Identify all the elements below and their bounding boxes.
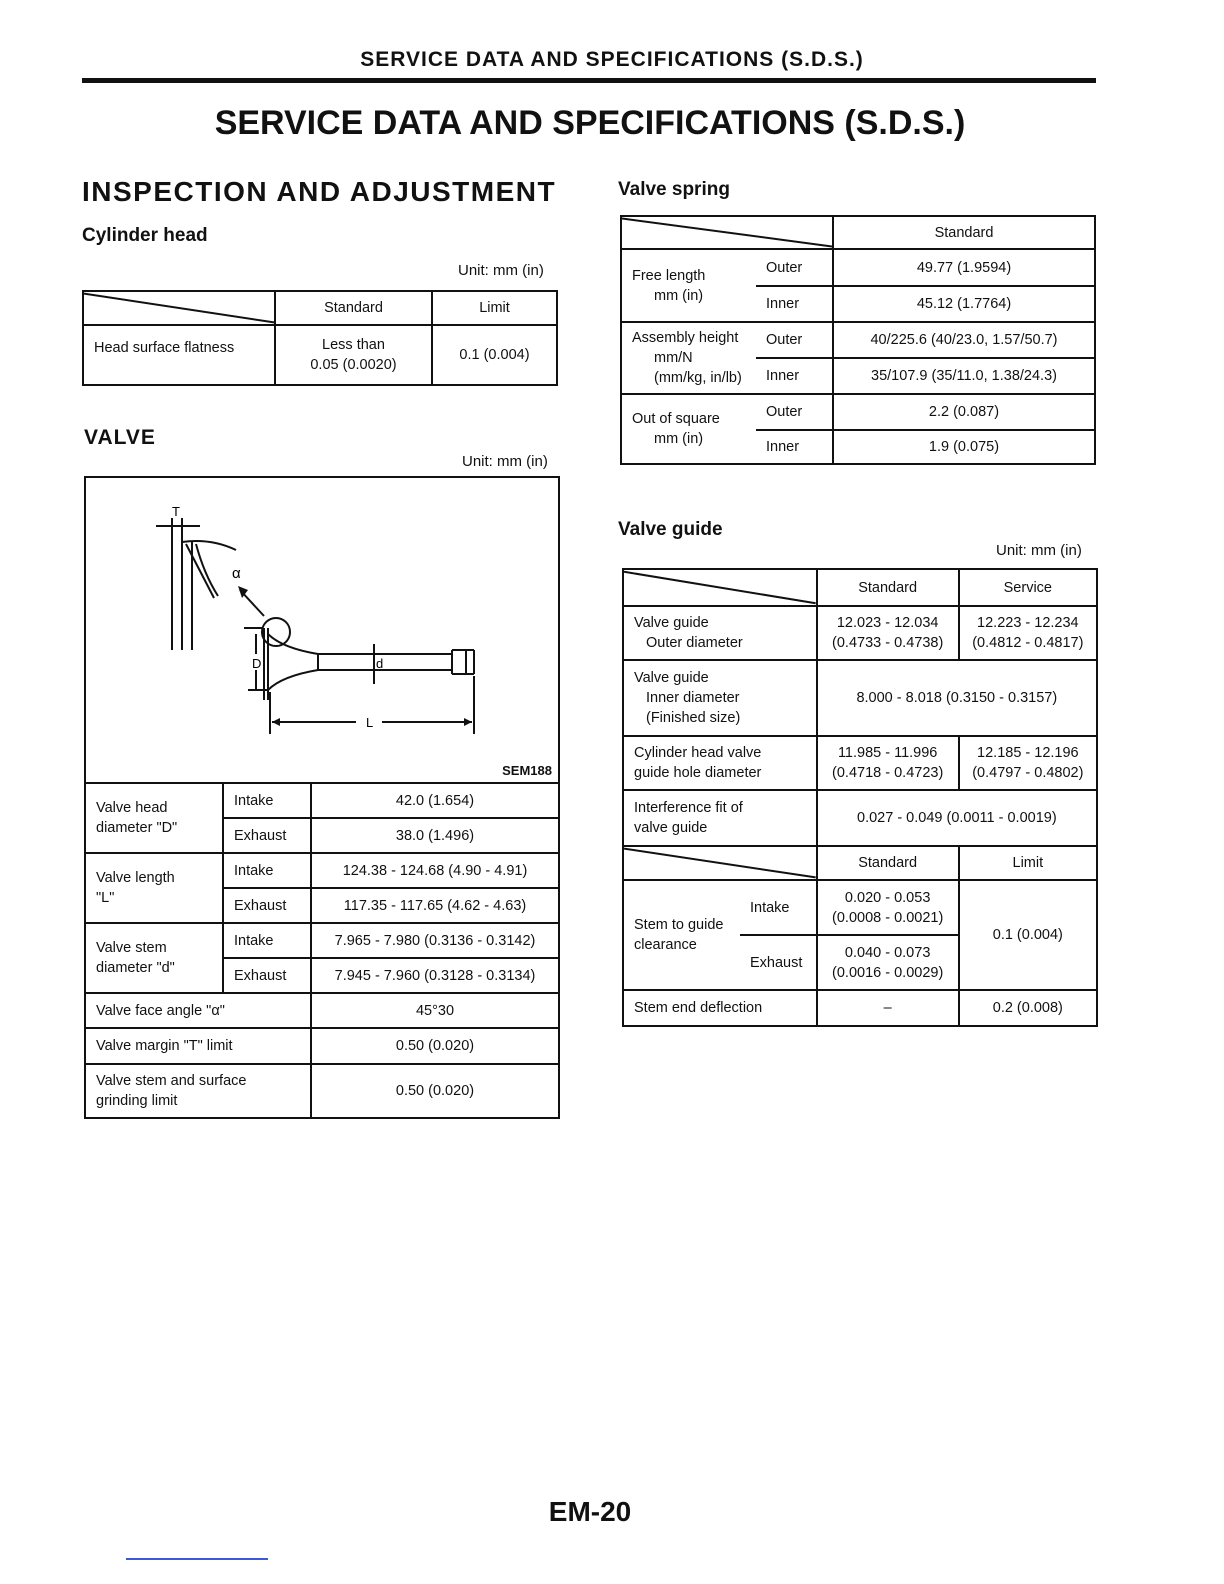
free-length-label (621, 249, 756, 322)
valve-guide-table (622, 568, 1098, 1027)
out-of-square-inner: 1.9 (0.075) (833, 430, 1095, 464)
assembly-height-label (621, 322, 756, 394)
inner-label: Inner (756, 430, 833, 464)
valve-head-label-1: Valve head (96, 800, 168, 816)
hole-diameter-label-2: guide hole diameter (634, 765, 762, 781)
col-standard: Standard (275, 291, 432, 325)
assembly-height-outer: 40/225.6 (40/23.0, 1.57/50.7) (833, 322, 1095, 358)
col-limit: Limit (959, 846, 1097, 880)
deflection-limit: 0.2 (0.008) (959, 990, 1097, 1026)
limit-cell: 0.1 (0.004) (432, 325, 557, 385)
valve-stem-label-2: diameter "d" (96, 960, 175, 976)
row-label: Head surface flatness (83, 325, 275, 385)
hole-diameter-label-1: Cylinder head valve (634, 745, 762, 761)
inner-label: Inner (756, 286, 833, 322)
col-standard: Standard (833, 216, 1095, 249)
exhaust-label: Exhaust (223, 818, 311, 853)
exhaust-label: Exhaust (223, 888, 311, 923)
outer-diameter-label-1: Valve guide (634, 615, 709, 631)
free-length-label-1: Free length (632, 267, 706, 284)
clearance-exhaust-2: (0.0016 - 0.0029) (832, 964, 944, 981)
hole-diameter-standard-1: 11.985 - 11.996 (837, 745, 938, 761)
valve-stem-exhaust: 7.945 - 7.960 (0.3128 - 0.3134) (311, 958, 559, 993)
clearance-intake-1: 0.020 - 0.053 (844, 889, 931, 906)
hole-diameter-label (623, 736, 817, 790)
out-of-square-label-2: mm (in) (654, 431, 704, 447)
diagonal-header-cell (621, 216, 833, 249)
valve-stem-intake: 7.965 - 7.980 (0.3136 - 0.3142) (311, 923, 559, 958)
cylinder-head-heading: Cylinder head (82, 225, 208, 246)
out-of-square-outer: 2.2 (0.087) (833, 394, 1095, 430)
col-standard: Standard (817, 569, 959, 606)
valve-head-label (85, 783, 223, 853)
label-D: D (252, 656, 262, 671)
cylinder-head-unit: Unit: mm (in) (458, 262, 544, 279)
valve-grind-label-1: Valve stem and surface (96, 1073, 247, 1089)
valve-guide-heading: Valve guide (618, 519, 723, 540)
interference-fit-value: 0.027 - 0.049 (0.0011 - 0.0019) (817, 790, 1097, 846)
label-T: T (172, 504, 180, 519)
outer-diameter-service (959, 606, 1097, 660)
diagonal-header-cell (83, 291, 275, 325)
outer-diameter-standard-2: (0.4733 - 0.4738) (832, 635, 944, 651)
clearance-label (623, 880, 740, 990)
outer-diameter-standard (817, 606, 959, 660)
header-rule (82, 78, 1096, 83)
exhaust-label: Exhaust (223, 958, 311, 993)
valve-unit: Unit: mm (in) (462, 453, 548, 470)
out-of-square-label (621, 394, 756, 464)
label-alpha: α (232, 565, 241, 582)
diagonal-header-cell (623, 846, 817, 880)
clearance-exhaust-1: 0.040 - 0.073 (844, 944, 931, 961)
interference-fit-label-1: Interference fit of (634, 800, 743, 816)
col-standard: Standard (817, 846, 959, 880)
hole-diameter-service-2: (0.4797 - 0.4802) (972, 765, 1084, 781)
hole-diameter-service-1: 12.185 - 12.196 (977, 745, 1079, 761)
label-d: d (376, 656, 384, 671)
section-heading: INSPECTION AND ADJUSTMENT (82, 176, 557, 207)
outer-diameter-label (623, 606, 817, 660)
valve-face-value: 45°30 (311, 993, 559, 1028)
inner-diameter-label-2: Inner diameter (646, 690, 740, 706)
deflection-label: Stem end deflection (623, 990, 817, 1026)
outer-diameter-service-2: (0.4812 - 0.4817) (972, 635, 1084, 651)
valve-margin-label: Valve margin "T" limit (85, 1028, 311, 1064)
free-length-inner: 45.12 (1.7764) (833, 286, 1095, 322)
intake-label: Intake (223, 853, 311, 888)
col-service: Service (959, 569, 1097, 606)
outer-label: Outer (756, 394, 833, 430)
clearance-label-2: clearance (634, 937, 697, 953)
standard-cell (275, 325, 432, 385)
assembly-height-label-1: Assembly height (632, 330, 739, 346)
valve-diagram (86, 478, 558, 784)
valve-guide-unit: Unit: mm (in) (996, 542, 1082, 559)
diagonal-header-cell (623, 569, 817, 606)
free-length-outer: 49.77 (1.9594) (833, 249, 1095, 286)
clearance-label-1: Stem to guide (634, 917, 724, 933)
valve-spring-table (620, 215, 1096, 465)
footer-link-line (126, 1558, 268, 1560)
valve-length-exhaust: 117.35 - 117.65 (4.62 - 4.63) (311, 888, 559, 923)
outer-diameter-label-2: Outer diameter (646, 635, 743, 651)
assembly-height-label-3: (mm/kg, in/lb) (654, 370, 742, 386)
valve-table (84, 782, 560, 1119)
inner-diameter-value: 8.000 - 8.018 (0.3150 - 0.3157) (817, 660, 1097, 736)
figure-code: SEM188 (502, 763, 552, 778)
hole-diameter-standard (817, 736, 959, 790)
valve-grind-label (85, 1064, 311, 1118)
clearance-intake-2: (0.0008 - 0.0021) (832, 909, 944, 926)
out-of-square-label-1: Out of square (632, 411, 720, 427)
deflection-standard: – (817, 990, 959, 1026)
valve-grind-label-2: grinding limit (96, 1093, 178, 1109)
valve-head-exhaust: 38.0 (1.496) (311, 818, 559, 853)
valve-length-label-1: Valve length (96, 870, 175, 886)
cylinder-head-table (82, 290, 558, 386)
inner-diameter-label-1: Valve guide (634, 670, 709, 686)
standard-line-2: 0.05 (0.0020) (310, 357, 397, 373)
valve-head-intake: 42.0 (1.654) (311, 783, 559, 818)
valve-spring-heading: Valve spring (618, 179, 730, 200)
intake-label: Intake (740, 880, 817, 935)
valve-grind-value: 0.50 (0.020) (311, 1064, 559, 1118)
valve-heading: VALVE (84, 426, 156, 449)
inner-diameter-label-3: (Finished size) (646, 710, 741, 726)
valve-margin-value: 0.50 (0.020) (311, 1028, 559, 1064)
col-limit: Limit (432, 291, 557, 325)
free-length-label-2: mm (in) (654, 287, 704, 304)
inner-label: Inner (756, 358, 833, 394)
valve-figure (84, 476, 560, 784)
running-header: SERVICE DATA AND SPECIFICATIONS (S.D.S.) (360, 48, 864, 71)
interference-fit-label (623, 790, 817, 846)
assembly-height-label-2: mm/N (654, 350, 693, 366)
hole-diameter-service (959, 736, 1097, 790)
outer-diameter-standard-1: 12.023 - 12.034 (836, 615, 939, 631)
interference-fit-label-2: valve guide (634, 820, 708, 836)
intake-label: Intake (223, 923, 311, 958)
assembly-height-inner: 35/107.9 (35/11.0, 1.38/24.3) (833, 358, 1095, 394)
clearance-exhaust (817, 935, 959, 990)
valve-head-label-2: diameter "D" (96, 820, 178, 836)
inner-diameter-label (623, 660, 817, 736)
clearance-limit: 0.1 (0.004) (959, 880, 1097, 990)
valve-length-label-2: "L" (96, 890, 115, 906)
valve-length-intake: 124.38 - 124.68 (4.90 - 4.91) (311, 853, 559, 888)
label-L: L (366, 715, 374, 730)
valve-length-label (85, 853, 223, 923)
outer-label: Outer (756, 249, 833, 286)
page-number: EM-20 (548, 1496, 632, 1527)
outer-diameter-service-1: 12.223 - 12.234 (977, 615, 1079, 631)
exhaust-label: Exhaust (740, 935, 817, 990)
outer-label: Outer (756, 322, 833, 358)
standard-line-1: Less than (322, 337, 385, 353)
page-title: SERVICE DATA AND SPECIFICATIONS (S.D.S.) (214, 104, 966, 142)
clearance-intake (817, 880, 959, 935)
hole-diameter-standard-2: (0.4718 - 0.4723) (832, 765, 944, 781)
intake-label: Intake (223, 783, 311, 818)
valve-face-label: Valve face angle "α" (85, 993, 311, 1028)
valve-stem-label-1: Valve stem (96, 940, 167, 956)
valve-stem-label (85, 923, 223, 993)
